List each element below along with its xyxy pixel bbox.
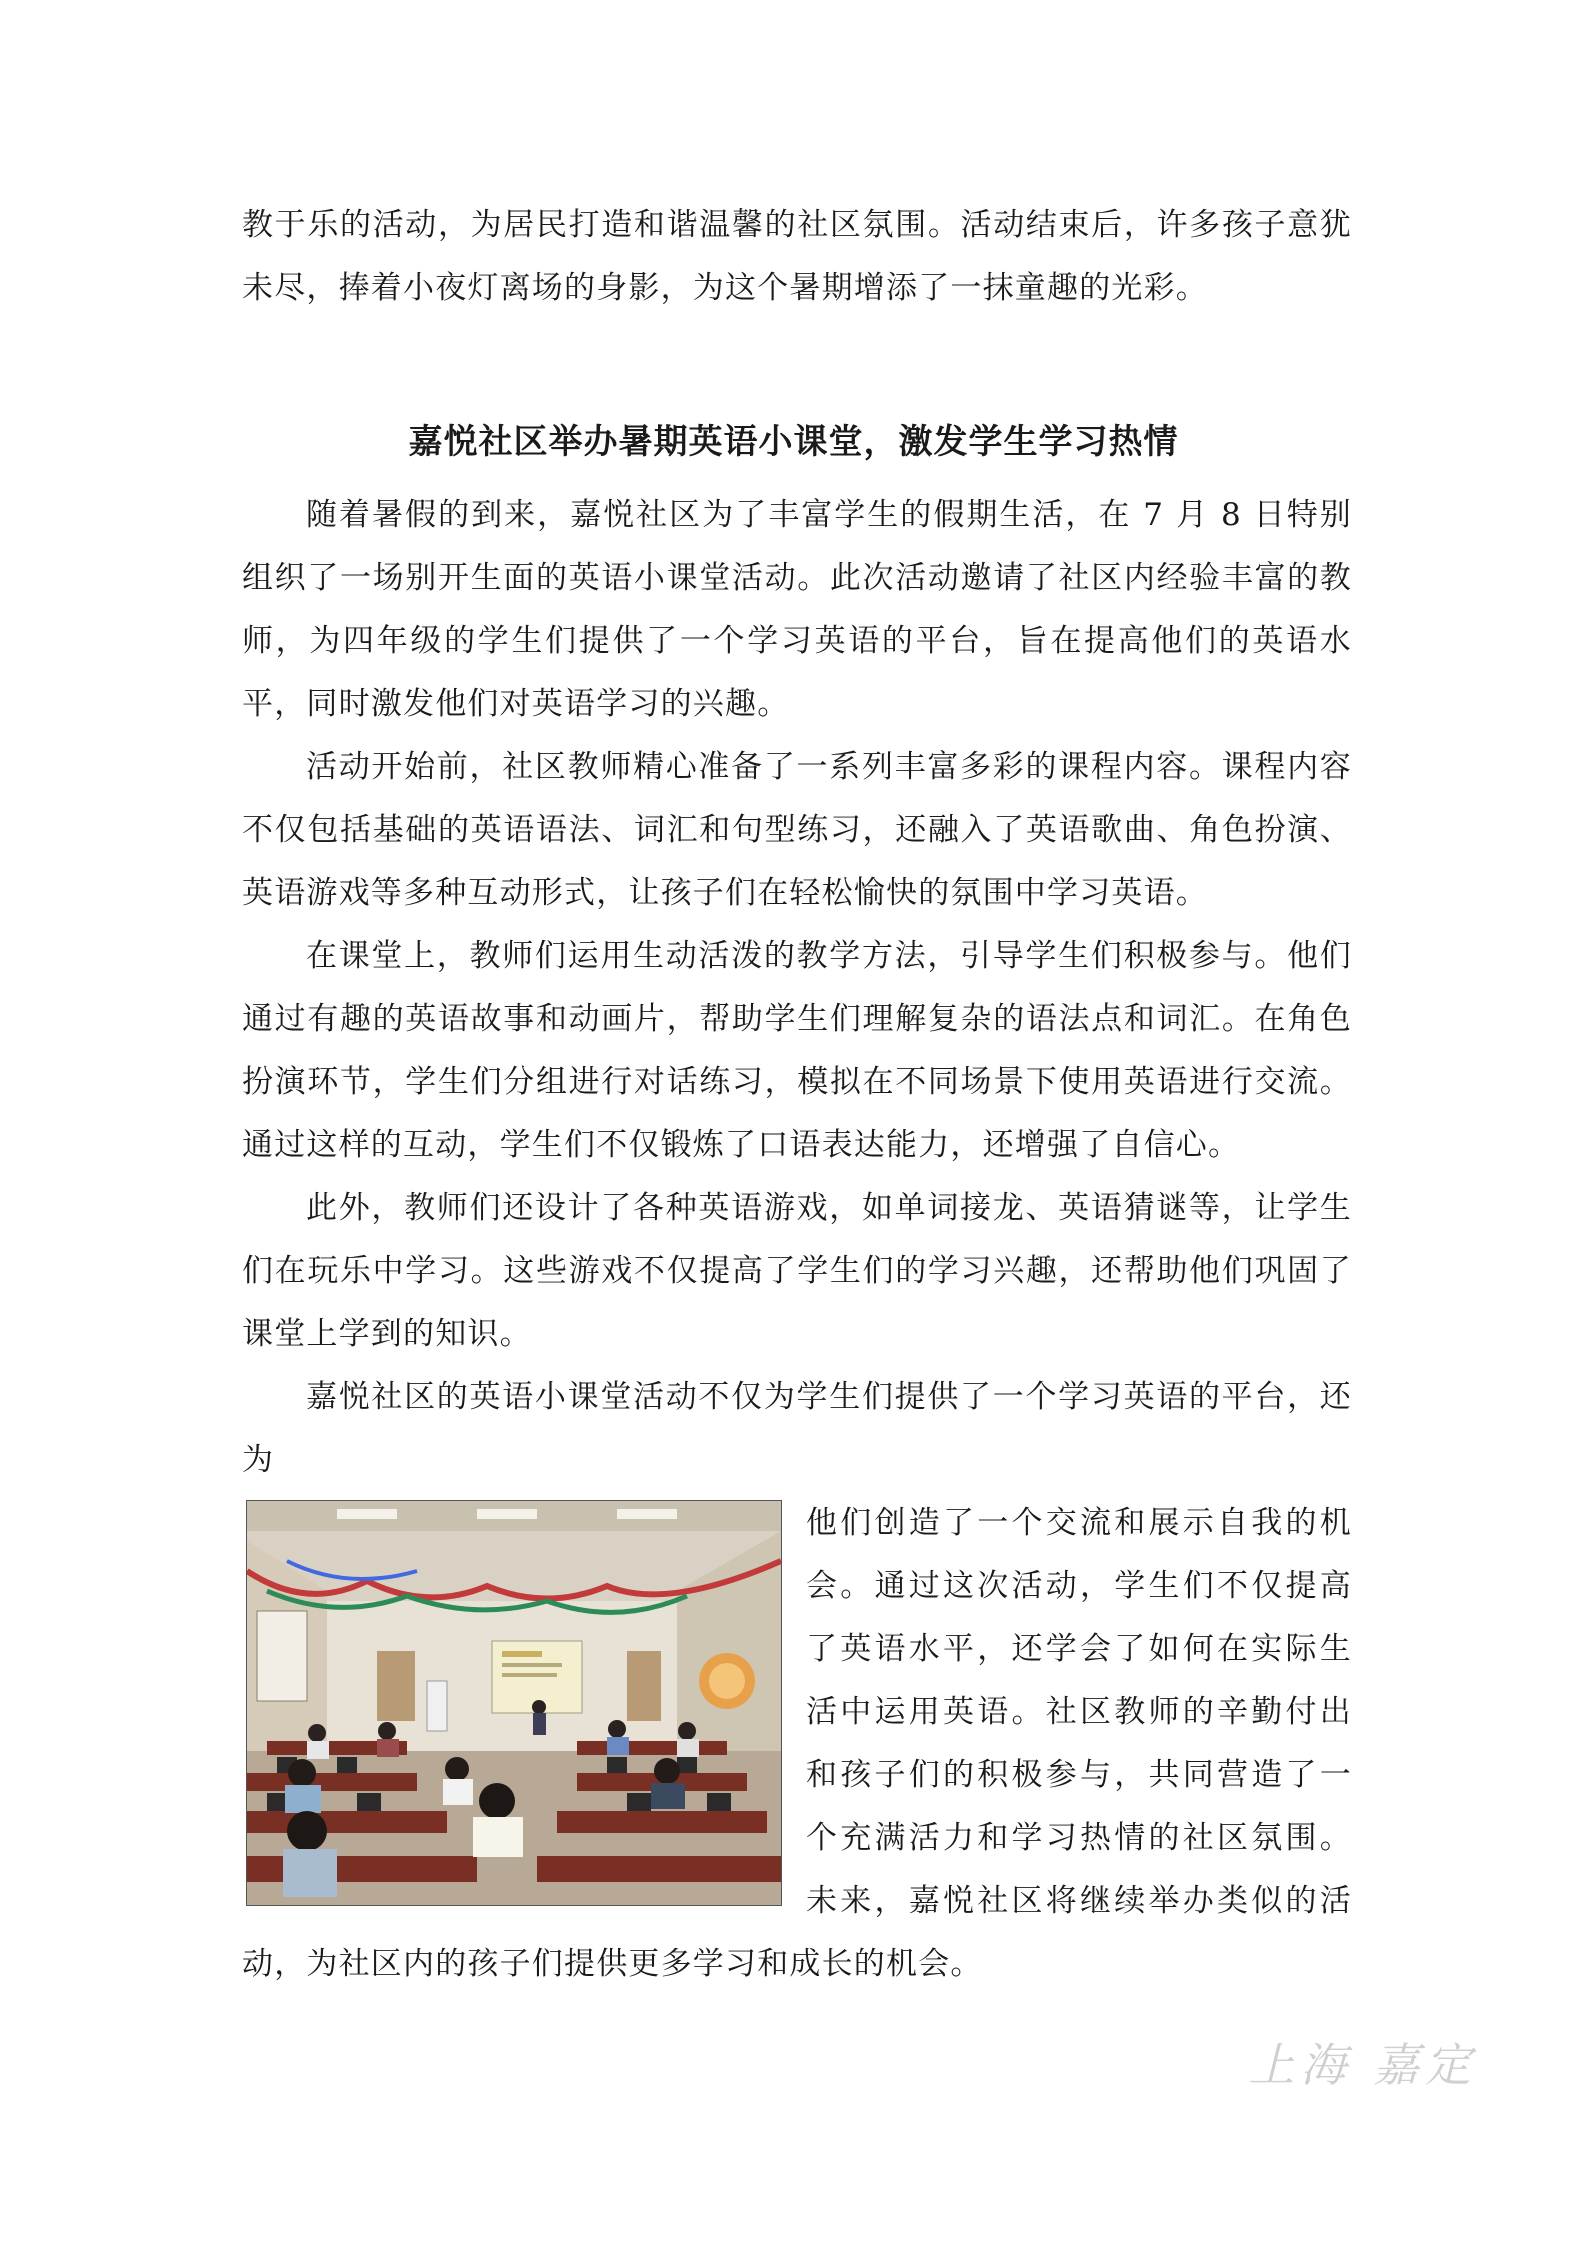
publisher-watermark: 上海 嘉定 <box>1248 2038 1477 2092</box>
article-paragraph-1: 随着暑假的到来，嘉悦社区为了丰富学生的假期生活，在 7 月 8 日特别组织了一场别开生面的英语小课堂活动。此次活动邀请了社区内经验丰富的教师，为四年级的学生们提供了一个学习英语的平台，旨在提高他们的英语水平，同时激发他们对英语学习的兴趣。 <box>242 497 1352 722</box>
classroom-photo-illustration <box>247 1501 781 1905</box>
article-paragraph-5-first-line: 嘉悦社区的英语小课堂活动不仅为学生们提供了一个学习英语的平台，还为 <box>242 1379 1352 1478</box>
classroom-photo <box>246 1500 782 1906</box>
previous-article-paragraph: 教于乐的活动，为居民打造和谐温馨的社区氛围。活动结束后，许多孩子意犹未尽，捧着小夜灯离场的身影，为这个暑期增添了一抹童趣的光彩。 <box>242 207 1352 306</box>
article-paragraph-4: 此外，教师们还设计了各种英语游戏，如单词接龙、英语猜谜等，让学生们在玩乐中学习。这些游戏不仅提高了学生们的学习兴趣，还帮助他们巩固了课堂上学到的知识。 <box>242 1190 1352 1352</box>
article-paragraph-5-rest: 他们创造了一个交流和展示自我的机会。通过这次活动，学生们不仅提高了英语水平，还学会了如何在实际生活中运用英语。社区教师的辛勤付出和孩子们的积极参与，共同营造了一个充满活力和学习热情的社区氛围。未来，嘉悦社区将继续举办类似的活动，为社区内的孩子们提供更多学习和成长的机会。 <box>242 1505 1352 1982</box>
article-body <box>242 484 1352 1996</box>
article-paragraph-2: 活动开始前，社区教师精心准备了一系列丰富多彩的课程内容。课程内容不仅包括基础的英语语法、词汇和句型练习，还融入了英语歌曲、角色扮演、英语游戏等多种互动形式，让孩子们在轻松愉快的氛围中学习英语。 <box>242 749 1352 911</box>
article-title: 嘉悦社区举办暑期英语小课堂，激发学生学习热情 <box>408 422 1179 462</box>
article-paragraph-3: 在课堂上，教师们运用生动活泼的教学方法，引导学生们积极参与。他们通过有趣的英语故事和动画片，帮助学生们理解复杂的语法点和词汇。在角色扮演环节，学生们分组进行对话练习，模拟在不同场景下使用英语进行交流。通过这样的互动，学生们不仅锻炼了口语表达能力，还增强了自信心。 <box>242 938 1352 1163</box>
previous-article-text <box>242 194 1352 320</box>
